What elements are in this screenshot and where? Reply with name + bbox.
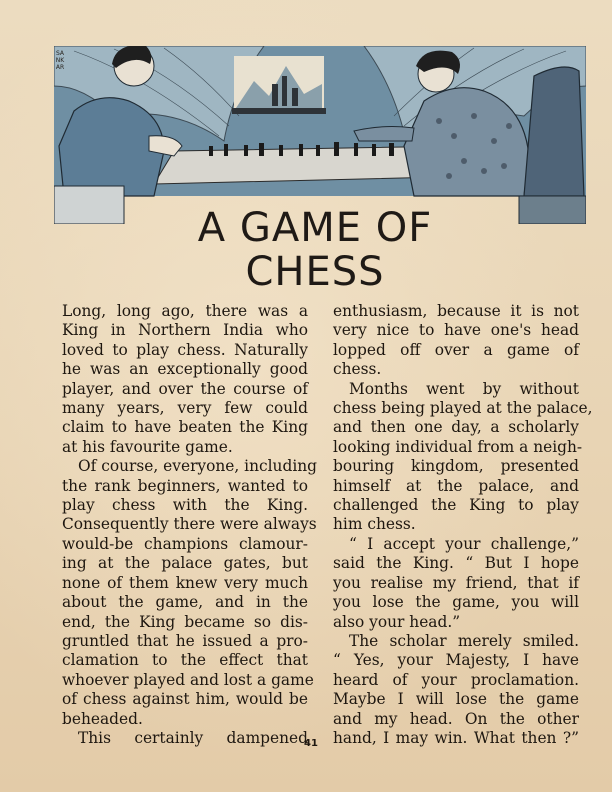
text-line: player, and over the course of (62, 379, 308, 398)
text-line: you realise my friend, that if (333, 573, 579, 592)
text-line: at his favourite game. (62, 437, 233, 456)
text-line: hand, I may win. What then ?” (333, 728, 579, 747)
text-line: gruntled that he issued a pro- (62, 631, 308, 650)
text-line: ing at the palace gates, but (62, 554, 308, 573)
text-line: Consequently there were always (62, 515, 317, 534)
text-line: This certainly dampened (78, 728, 308, 747)
text-line: loved to play chess. Naturally (62, 340, 308, 359)
chess-game-illustration (54, 46, 586, 224)
title-line-1: A GAME OF (197, 205, 433, 251)
text-line: play chess with the King. (62, 496, 308, 515)
text-line: chess being played at the palace, (333, 399, 593, 418)
text-line: beheaded. (62, 709, 143, 728)
text-line: looking individual from a neigh- (333, 437, 583, 456)
text-line: challenged the King to play (333, 496, 579, 515)
text-line: also your head.” (333, 612, 461, 631)
artist-signature: SANKAR (55, 50, 65, 71)
text-line: end, the King became so dis- (62, 612, 308, 631)
text-line: and my head. On the other (333, 709, 579, 728)
text-line: many years, very few could (62, 399, 308, 418)
text-line: him chess. (333, 515, 416, 534)
text-line: whoever played and lost a game (62, 670, 314, 689)
text-line: very nice to have one's head (333, 321, 579, 340)
text-line: lopped off over a game of (333, 340, 579, 359)
text-line: himself at the palace, and (333, 476, 579, 495)
title-line-2: CHESS (245, 249, 385, 295)
text-line: Maybe I will lose the game (333, 690, 579, 709)
text-line: he was an exceptionally good (62, 360, 308, 379)
text-line: bouring kingdom, presented (333, 457, 579, 476)
text-line: chess. (333, 360, 382, 379)
text-line: the rank beginners, wanted to (62, 476, 308, 495)
text-line: enthusiasm, because it is not (333, 302, 579, 320)
text-line: about the game, and in the (62, 593, 308, 612)
text-line: and then one day, a scholarly (333, 418, 579, 437)
text-line: claim to have beaten the King (62, 418, 308, 437)
text-line: “ I accept your challenge,” (349, 534, 579, 553)
text-line: clamation to the effect that (62, 651, 308, 670)
text-line: Long, long ago, there was a (62, 302, 308, 320)
text-line: you lose the game, you will (333, 593, 579, 612)
text-line: Of course, everyone, including (78, 457, 318, 476)
text-line: of chess against him, would be (62, 690, 308, 709)
text-line: King in Northern India who (62, 321, 308, 340)
text-line: The scholar merely smiled. (349, 631, 579, 650)
text-line: said the King. “ But I hope (333, 554, 579, 573)
text-line: “ Yes, your Majesty, I have (333, 651, 579, 670)
story-title (150, 206, 480, 294)
page-number: 41 (304, 738, 318, 749)
text-line: would-be champions clamour- (62, 534, 308, 553)
text-line: heard of your proclamation. (333, 670, 579, 689)
text-line: Months went by without (349, 379, 579, 398)
right-text-column (333, 302, 593, 748)
text-line: none of them knew very much (62, 573, 308, 592)
